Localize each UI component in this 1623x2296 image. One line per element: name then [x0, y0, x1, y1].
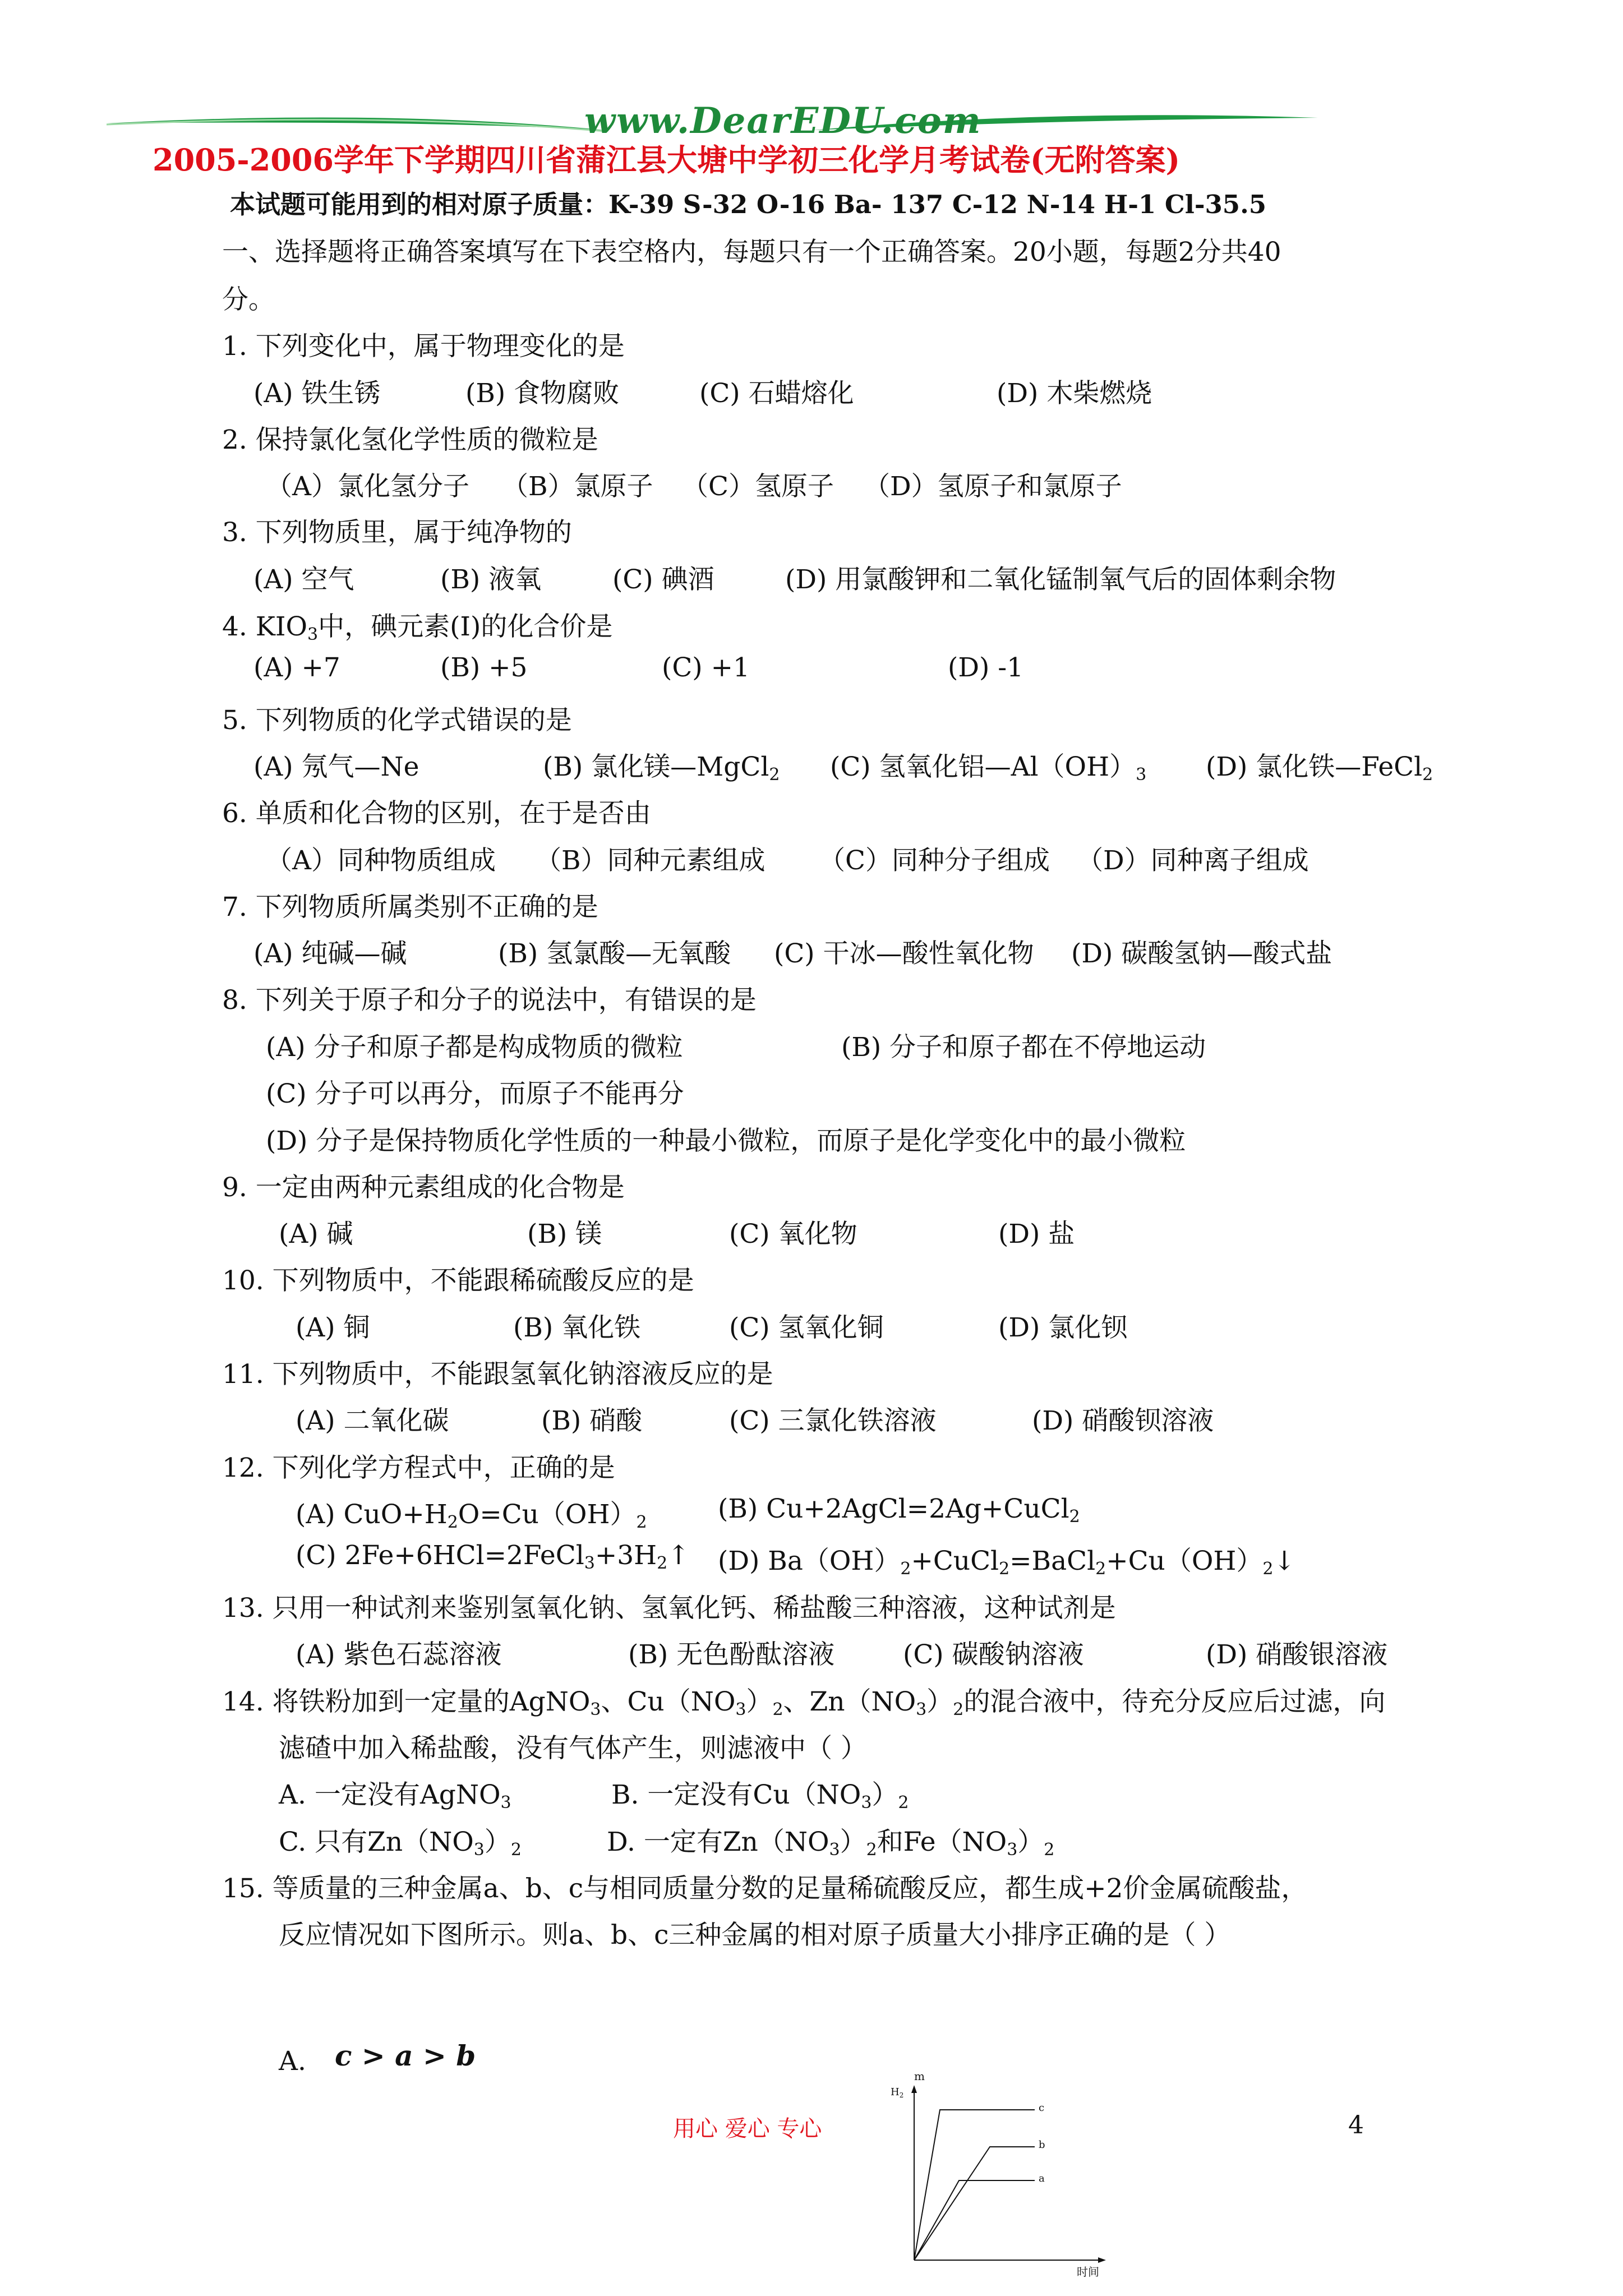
atomic-mass-info: 本试题可能用到的相对原子质量：K-39 S-32 O-16 Ba- 137 C-12 N-14 H-1 Cl-35.5	[230, 190, 1267, 219]
option-b: (B) +5	[440, 652, 528, 683]
option-a: A. 一定没有AgNO$_3$	[279, 1779, 511, 1813]
option-c: C. 只有$Zn(NO_3)_2$	[279, 1827, 522, 1860]
option-c: (C) 碳酸钠溶液	[903, 1639, 1084, 1670]
option-d: (D) 氯化铁—FeCl$_2$	[1206, 751, 1433, 785]
option-d: (D) 氯化钡	[998, 1312, 1128, 1343]
question-stem: 5. 下列物质的化学式错误的是	[222, 705, 572, 736]
question-stem: 12. 下列化学方程式中，正确的是	[222, 1453, 615, 1483]
option-b: (B) 氯化镁—MgCl$_2$	[543, 751, 780, 785]
option-d: (D) 木柴燃烧	[997, 378, 1152, 409]
option-b: B. 一定没有$Cu(NO_3)_2$	[611, 1779, 909, 1813]
option-d: (D) -1	[948, 652, 1024, 683]
option-b: (B) 镁	[527, 1219, 602, 1250]
option-b: (B) 氧化铁	[513, 1312, 641, 1343]
question-stem: 2. 保持氯化氢化学性质的微粒是	[222, 425, 598, 455]
exam-title: 2005-2006学年下学期四川省蒲江县大塘中学初三化学月考试卷(无附答案)	[153, 142, 1181, 178]
option-b: (B) 硝酸	[541, 1405, 643, 1436]
answer-a-expression: c > a > b	[335, 2039, 476, 2072]
option-c: (C) +1	[662, 652, 750, 683]
option-a: (A) 空气	[253, 564, 354, 595]
option-a: (A) $CuO+H_2O=Cu(OH)_2$	[296, 1499, 647, 1532]
option-d: (D) 用氯酸钾和二氧化锰制氧气后的固体剩余物	[785, 564, 1336, 595]
option-c: (C) 氢氧化铝$—Al(OH)_3$	[830, 751, 1147, 785]
footer-motto: 用心 爱心 专心	[673, 2116, 822, 2142]
curve-label-a: a	[1039, 2173, 1045, 2184]
x-axis-arrow	[1098, 2257, 1106, 2263]
option-d: （D）同种离子组成	[1077, 845, 1309, 876]
question-stem: 9. 一定由两种元素组成的化合物是	[222, 1172, 625, 1203]
option-a: (A) 分子和原子都是构成物质的微粒	[266, 1032, 683, 1063]
question-stem: 11. 下列物质中，不能跟氢氧化钠溶液反应的是	[222, 1359, 773, 1390]
option-c: (C) 三氯化铁溶液	[729, 1405, 937, 1436]
option-b: (B) 分子和原子都在不停地运动	[841, 1032, 1206, 1063]
y-axis-arrow	[911, 2085, 917, 2093]
question-stem: 7. 下列物质所属类别不正确的是	[222, 892, 598, 923]
option-c: (C) $2Fe+6HCl=2FeCl_3+3H_2↑$	[296, 1540, 690, 1573]
option-a: （A）同种物质组成	[266, 845, 496, 876]
option-b: (B) Cu+2AgCl=2Ag+CuCl$_2$	[718, 1493, 1080, 1527]
option-d: (D) 碳酸氢钠—酸式盐	[1071, 938, 1332, 969]
curve-c	[914, 2110, 1035, 2260]
option-d: (D) 分子是保持物质化学性质的一种最小微粒，而原子是化学变化中的最小微粒	[266, 1126, 1186, 1156]
option-b: (B) 液氧	[440, 564, 542, 595]
option-c: (C) 碘酒	[612, 564, 714, 595]
question-stem: 6. 单质和化合物的区别，在于是否由	[222, 798, 651, 829]
option-a: A.	[279, 2046, 306, 2077]
option-d: (D) 盐	[998, 1219, 1075, 1250]
option-c: (C) 分子可以再分，而原子不能再分	[266, 1078, 684, 1109]
question-stem: 14. 将铁粉加到一定量的AgNO$_3$、$Cu(NO_3)_2$、$Zn(NO_3)_2$的混合液中，待充分反应后过滤，向	[222, 1686, 1386, 1719]
option-c: （C）氢原子	[682, 471, 834, 502]
y-axis-label-h2: $H_2$	[891, 2086, 904, 2099]
curve-label-c: c	[1039, 2102, 1045, 2114]
option-c: (C) 干冰—酸性氧化物	[774, 938, 1034, 969]
section-intro-cont: 分。	[222, 284, 275, 315]
option-c: (C) 氢氧化铜	[729, 1312, 884, 1343]
option-d: (D) 硝酸钡溶液	[1032, 1405, 1214, 1436]
option-a: （A）氯化氢分子	[266, 471, 469, 502]
option-d: (D) $Ba(OH)_2+CuCl_2=BaCl_2+Cu(OH)_2↓$	[718, 1546, 1295, 1579]
question-stem: 1. 下列变化中，属于物理变化的是	[222, 331, 625, 362]
y-axis-label-m: m	[914, 2069, 925, 2083]
question-stem-cont: 反应情况如下图所示。则a、b、c三种金属的相对原子质量大小排序正确的是（ ）	[279, 1920, 1231, 1951]
option-a: (A) 紫色石蕊溶液	[296, 1639, 502, 1670]
option-a: (A) 二氧化碳	[296, 1405, 449, 1436]
question-stem: 15. 等质量的三种金属a、b、c与相同质量分数的足量稀硫酸反应，都生成+2价金属硫酸盐，	[222, 1873, 1308, 1904]
option-d: D. 一定有$Zn(NO_3)_2$和$Fe(NO_3)_2$	[607, 1827, 1055, 1860]
option-a: (A) 铜	[296, 1312, 370, 1343]
option-d: (D) 硝酸银溶液	[1206, 1639, 1388, 1670]
reaction-graph-svg	[886, 2069, 1122, 2294]
option-b: （B）氯原子	[502, 471, 653, 502]
question-stem: 8. 下列关于原子和分子的说法中，有错误的是	[222, 985, 757, 1016]
question-stem: 10. 下列物质中，不能跟稀硫酸反应的是	[222, 1265, 694, 1296]
option-a: (A) +7	[253, 652, 340, 683]
option-a: (A) 铁生锈	[253, 378, 381, 409]
option-b: (B) 食物腐败	[465, 378, 620, 409]
option-d: （D）氢原子和氯原子	[864, 471, 1122, 502]
option-b: （B）同种元素组成	[535, 845, 766, 876]
option-c: (C) 氧化物	[729, 1219, 857, 1250]
question-stem-cont: 滤碴中加入稀盐酸，没有气体产生，则滤液中（ ）	[279, 1733, 867, 1764]
site-url[interactable]: www.DearEDU.com	[584, 100, 982, 142]
option-a: (A) 碱	[279, 1219, 353, 1250]
question-stem: 4. $KIO_3$中，碘元素(I)的化合价是	[222, 611, 613, 644]
option-b: (B) 氢氯酸—无氧酸	[498, 938, 731, 969]
curve-label-b: b	[1039, 2139, 1045, 2151]
reaction-graph	[886, 2069, 1122, 2294]
page-number: 4	[1348, 2111, 1364, 2140]
section-intro: 一、选择题将正确答案填写在下表空格内，每题只有一个正确答案。20小题，每题2分共40	[222, 237, 1281, 268]
x-axis-label: 时间	[1077, 2265, 1099, 2279]
question-stem: 3. 下列物质里，属于纯净物的	[222, 517, 572, 548]
curve-a	[914, 2180, 1035, 2260]
option-a: (A) 纯碱—碱	[253, 938, 407, 969]
option-c: (C) 石蜡熔化	[699, 378, 854, 409]
option-a: (A) 氖气—Ne	[253, 751, 419, 782]
question-stem: 13. 只用一种试剂来鉴别氢氧化钠、氢氧化钙、稀盐酸三种溶液，这种试剂是	[222, 1593, 1116, 1624]
option-b: (B) 无色酚酞溶液	[628, 1639, 835, 1670]
option-c: （C）同种分子组成	[819, 845, 1050, 876]
curve-b	[914, 2147, 1035, 2260]
